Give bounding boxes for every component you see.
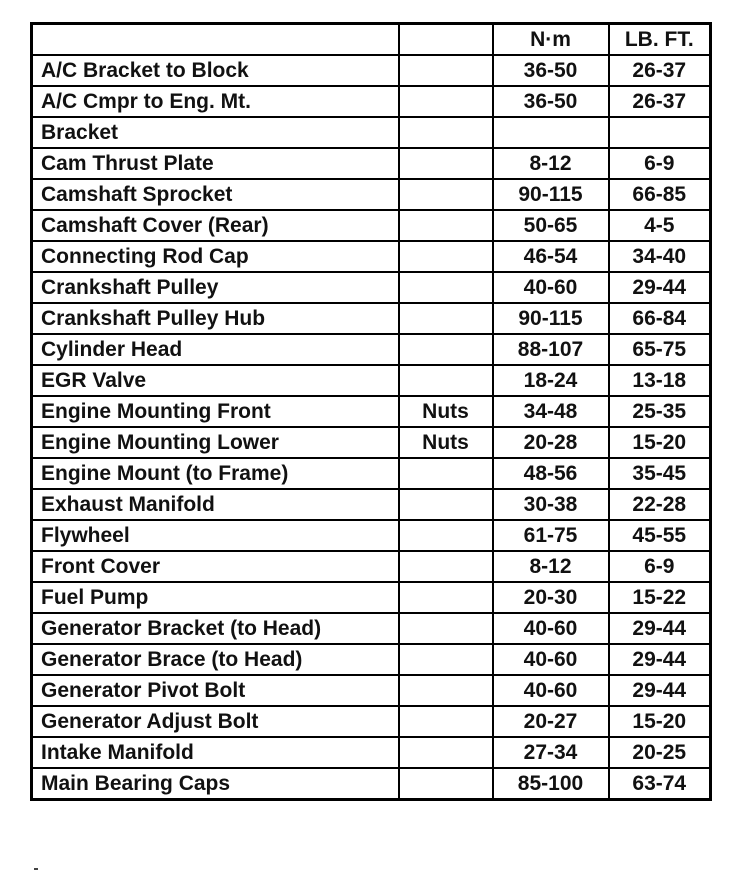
cell-note [399,55,493,86]
cell-lbft: 15-20 [609,706,711,737]
cell-note [399,148,493,179]
table-row [32,334,711,365]
cell-nm: 36-50 [493,55,609,86]
cell-component: Generator Adjust Bolt [32,706,399,737]
cell-component: Camshaft Sprocket [32,179,399,210]
header-note [399,24,493,56]
cell-component: A/C Cmpr to Eng. Mt. [32,86,399,117]
table-row [32,148,711,179]
cell-note: Nuts [399,396,493,427]
cell-nm: 48-56 [493,458,609,489]
table-body [32,55,711,800]
table-row [32,520,711,551]
cell-note [399,210,493,241]
cell-nm [493,117,609,148]
cell-component: Crankshaft Pulley Hub [32,303,399,334]
cell-component: Connecting Rod Cap [32,241,399,272]
cell-lbft: 29-44 [609,644,711,675]
table-row [32,582,711,613]
cell-nm: 90-115 [493,303,609,334]
cell-lbft: 66-84 [609,303,711,334]
cell-component: Engine Mounting Lower [32,427,399,458]
cell-component: Exhaust Manifold [32,489,399,520]
cell-note: Nuts [399,427,493,458]
table-row [32,458,711,489]
cell-nm: 36-50 [493,86,609,117]
cell-nm: 34-48 [493,396,609,427]
cell-component: Cam Thrust Plate [32,148,399,179]
cell-nm: 46-54 [493,241,609,272]
cell-note [399,272,493,303]
cell-lbft: 22-28 [609,489,711,520]
cell-note [399,675,493,706]
cell-note [399,768,493,800]
table-row [32,303,711,334]
cell-component: Generator Brace (to Head) [32,644,399,675]
cell-note [399,241,493,272]
cell-component: Front Cover [32,551,399,582]
cell-note [399,303,493,334]
table-row [32,396,711,427]
cell-note [399,489,493,520]
table-row [32,55,711,86]
cell-lbft: 26-37 [609,55,711,86]
table-row [32,117,711,148]
cell-note [399,86,493,117]
cell-note [399,334,493,365]
cell-lbft: 66-85 [609,179,711,210]
cell-note [399,644,493,675]
cell-note [399,117,493,148]
cell-lbft: 35-45 [609,458,711,489]
cell-nm: 85-100 [493,768,609,800]
cell-nm: 61-75 [493,520,609,551]
cell-nm: 30-38 [493,489,609,520]
cell-lbft [609,117,711,148]
cell-component: Bracket [32,117,399,148]
cell-nm: 88-107 [493,334,609,365]
cell-component: A/C Bracket to Block [32,55,399,86]
cell-nm: 40-60 [493,613,609,644]
cell-nm: 20-27 [493,706,609,737]
cell-lbft: 34-40 [609,241,711,272]
cell-note [399,520,493,551]
cell-note [399,582,493,613]
cell-component: Main Bearing Caps [32,768,399,800]
cell-nm: 20-30 [493,582,609,613]
cell-note [399,551,493,582]
cell-component: Generator Pivot Bolt [32,675,399,706]
cell-note [399,365,493,396]
header-nm: N·m [493,24,609,56]
cell-lbft: 63-74 [609,768,711,800]
table-row [32,241,711,272]
cell-component: Engine Mounting Front [32,396,399,427]
torque-spec-table [30,22,712,801]
table-row [32,675,711,706]
cell-component: Intake Manifold [32,737,399,768]
cell-lbft: 15-22 [609,582,711,613]
cell-note [399,458,493,489]
table-row [32,737,711,768]
cell-component: Engine Mount (to Frame) [32,458,399,489]
cell-component: EGR Valve [32,365,399,396]
cell-nm: 50-65 [493,210,609,241]
cell-component: Fuel Pump [32,582,399,613]
table-row [32,706,711,737]
cell-nm: 90-115 [493,179,609,210]
cell-nm: 40-60 [493,675,609,706]
cell-lbft: 20-25 [609,737,711,768]
cell-lbft: 65-75 [609,334,711,365]
table-row [32,272,711,303]
cell-lbft: 29-44 [609,272,711,303]
cell-note [399,179,493,210]
cell-lbft: 6-9 [609,551,711,582]
table-row [32,179,711,210]
table-row [32,768,711,800]
table-row [32,551,711,582]
cell-nm: 40-60 [493,272,609,303]
cell-component: Generator Bracket (to Head) [32,613,399,644]
cell-lbft: 13-18 [609,365,711,396]
cell-nm: 40-60 [493,644,609,675]
table-row [32,210,711,241]
cell-note [399,737,493,768]
table-row [32,613,711,644]
table-row [32,427,711,458]
cell-nm: 8-12 [493,148,609,179]
table-row [32,644,711,675]
cell-lbft: 45-55 [609,520,711,551]
cell-nm: 27-34 [493,737,609,768]
cell-note [399,706,493,737]
cell-lbft: 25-35 [609,396,711,427]
header-lbft: LB. FT. [609,24,711,56]
table-row [32,365,711,396]
cell-component: Flywheel [32,520,399,551]
cell-lbft: 4-5 [609,210,711,241]
cell-nm: 18-24 [493,365,609,396]
header-row [32,24,711,56]
cell-component: Crankshaft Pulley [32,272,399,303]
cell-note [399,613,493,644]
scan-speck [34,868,38,870]
table-row [32,489,711,520]
cell-nm: 8-12 [493,551,609,582]
table-row [32,86,711,117]
header-component [32,24,399,56]
cell-lbft: 29-44 [609,613,711,644]
cell-lbft: 26-37 [609,86,711,117]
cell-lbft: 15-20 [609,427,711,458]
table-header [32,24,711,56]
cell-component: Cylinder Head [32,334,399,365]
cell-nm: 20-28 [493,427,609,458]
cell-lbft: 6-9 [609,148,711,179]
cell-component: Camshaft Cover (Rear) [32,210,399,241]
cell-lbft: 29-44 [609,675,711,706]
